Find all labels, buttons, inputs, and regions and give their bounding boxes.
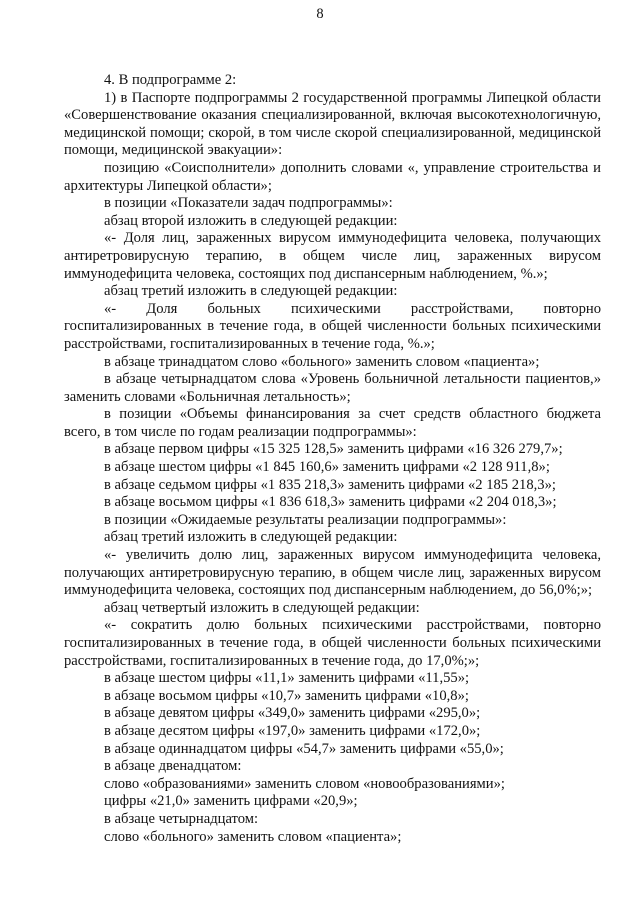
paragraph: в абзаце шестом цифры «11,1» заменить цифрами «11,55»;: [104, 670, 470, 687]
paragraph: в позиции «Ожидаемые результаты реализации подпрограммы»:: [104, 511, 507, 528]
paragraph: в абзаце четырнадцатом:: [104, 810, 259, 827]
paragraph: абзац третий изложить в следующей редакции:: [104, 283, 398, 300]
paragraph: абзац второй изложить в следующей редакции:: [104, 212, 398, 229]
paragraph: цифры «21,0» заменить цифрами «20,9»;: [104, 793, 358, 810]
paragraph: в абзаце седьмом цифры «1 835 218,3» заменить цифрами «2 185 218,3»;: [104, 476, 556, 493]
paragraph: «- сократить долю больных психическими расстройствами, повторно госпитализированных в течение года, в общей численности больных психическими расстройствами, госпитализированных в течение года, до 17,0%;»;: [64, 617, 601, 669]
paragraph: слово «больного» заменить словом «пациента»;: [104, 828, 402, 845]
paragraph: в абзаце одиннадцатом цифры «54,7» заменить цифрами «55,0»;: [104, 740, 504, 757]
paragraph: в абзаце шестом цифры «1 845 160,6» заменить цифрами «2 128 911,8»;: [104, 459, 550, 476]
paragraph: «- Доля больных психическими расстройствами, повторно госпитализированных в течение года, в общей численности больных психическими расстройствами, госпитализированных в течение года, %.»;: [64, 300, 601, 352]
paragraph: в абзаце первом цифры «15 325 128,5» заменить цифрами «16 326 279,7»;: [104, 441, 563, 458]
document-body: [64, 72, 601, 846]
paragraph: в абзаце четырнадцатом слова «Уровень больничной летальности пациентов,» заменить словами «Больничная летальность»;: [64, 371, 601, 405]
paragraph: позицию «Соисполнители» дополнить словами «, управление строительства и архитектуры Липецкой области»;: [64, 159, 601, 194]
paragraph: абзац третий изложить в следующей редакции:: [104, 529, 398, 546]
paragraph: в абзаце двенадцатом:: [104, 758, 242, 775]
paragraph: в абзаце восьмом цифры «10,7» заменить цифрами «10,8»;: [104, 687, 469, 704]
paragraph: 4. В подпрограмме 2:: [104, 72, 237, 88]
paragraph: «- Доля лиц, зараженных вирусом иммунодефицита человека, получающих антиретровирусную терапию, в общем числе лиц, зараженных вирусом иммунодефицита человека, состоящих под диспансерным наблюдением, %.»;: [64, 230, 601, 282]
paragraph: «- увеличить долю лиц, зараженных вирусом иммунодефицита человека, получающих антиретровирусную терапию, в общем числе лиц, зараженных вирусом иммунодефицита человека, состоящих под диспансерным наблюдением, до 56,0%;»;: [64, 547, 601, 599]
paragraph: в позиции «Показатели задач подпрограммы»:: [104, 195, 393, 212]
paragraph: 1) в Паспорте подпрограммы 2 государственной программы Липецкой области «Совершенствование оказания специализированной, включая высокотехнологичную, медицинской помощи; скорой, в том числе скорой специализированной, медицинской помощи, медицинской эвакуации»:: [64, 89, 601, 159]
paragraph: абзац четвертый изложить в следующей редакции:: [104, 599, 420, 616]
paragraph: в абзаце восьмом цифры «1 836 618,3» заменить цифрами «2 204 018,3»;: [104, 494, 557, 511]
page-number: 8: [316, 6, 324, 22]
paragraph: в абзаце тринадцатом слово «больного» заменить словом «пациента»;: [104, 353, 540, 370]
paragraph: в позиции «Объемы финансирования за счет средств областного бюджета всего, в том числе по годам реализации подпрограммы»:: [64, 406, 601, 440]
paragraph: слово «образованиями» заменить словом «новообразованиями»;: [104, 775, 505, 792]
paragraph: в абзаце девятом цифры «349,0» заменить цифрами «295,0»;: [104, 705, 481, 722]
paragraph: в абзаце десятом цифры «197,0» заменить цифрами «172,0»;: [104, 722, 481, 739]
